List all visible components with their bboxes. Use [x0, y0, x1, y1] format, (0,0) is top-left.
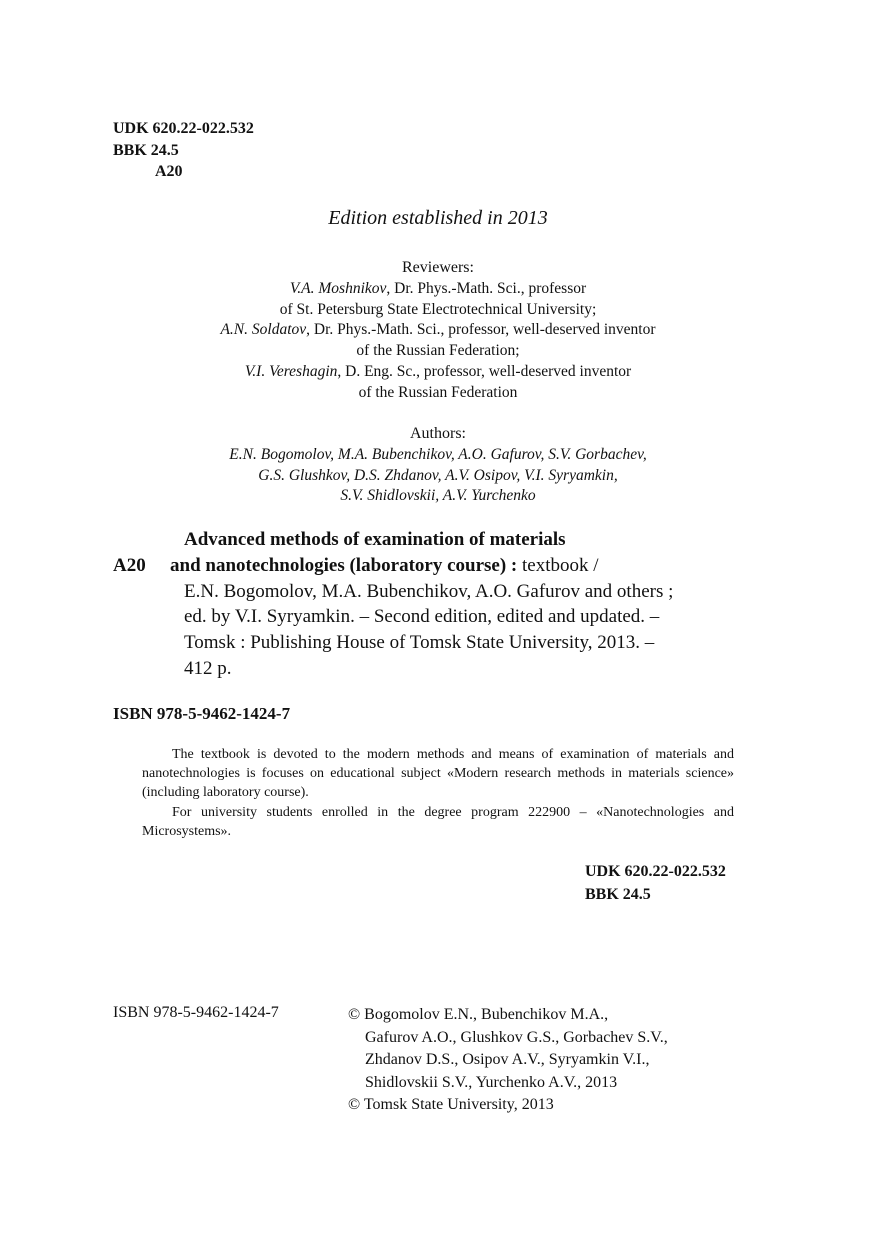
copyright-line-1: © Bogomolov E.N., Bubenchikov M.A.,: [348, 1006, 609, 1023]
isbn-heading: ISBN 978-5-9462-1424-7: [113, 704, 291, 723]
authors-heading: Authors:: [410, 425, 466, 442]
author-sign: A20: [155, 163, 183, 180]
classification-codes: [113, 118, 254, 183]
annotation: [142, 745, 734, 841]
reviewer-2: [120, 320, 756, 341]
bbk-code-bottom: BBK 24.5: [585, 886, 651, 903]
copyright-line-5: © Tomsk State University, 2013: [348, 1096, 554, 1113]
annotation-paragraph-2: For university students enrolled in the degree program 222900 – «Nanotechnologies and Microsystems».: [142, 804, 734, 839]
book-type: textbook /: [517, 554, 599, 576]
classification-codes-bottom: [585, 860, 726, 906]
bibliographic-code: A20: [113, 555, 146, 576]
reviewer-2-affiliation: of the Russian Federation;: [356, 342, 520, 360]
reviewer-3-affiliation: of the Russian Federation: [358, 383, 518, 401]
reviewer-2-title: , Dr. Phys.-Math. Sci., professor, well-deserved inventor: [306, 321, 656, 339]
isbn-footer: ISBN 978-5-9462-1424-7: [113, 1004, 279, 1021]
reviewer-3-title: , D. Eng. Sc., professor, well-deserved inventor: [337, 362, 632, 380]
reviewer-2-name: A.N. Soldatov: [220, 321, 307, 339]
annotation-paragraph-1: The textbook is devoted to the modern methods and means of examination of materials and nanotechnologies is focuses on educational subject «Modern research methods in materials science» (including laboratory course).: [142, 747, 734, 801]
authors-line-1: E.N. Bogomolov, M.A. Bubenchikov, A.O. Gafurov, S.V. Gorbachev,: [229, 445, 647, 463]
copyright-line-2: Gafurov A.O., Glushkov G.S., Gorbachev S.V.,: [365, 1028, 668, 1046]
book-title-line-2-row: [170, 553, 784, 579]
reviewer-3-name: V.I. Vereshagin: [244, 362, 338, 380]
authors-block: [120, 424, 756, 507]
authors-line-3: S.V. Shidlovskii, A.V. Yurchenko: [340, 487, 536, 505]
reviewer-1: [120, 279, 756, 300]
reviewers-heading: Reviewers:: [402, 259, 474, 276]
reviewer-1-affiliation: of St. Petersburg State Electrotechnical University;: [279, 300, 597, 318]
bibliographic-description: [170, 527, 784, 682]
bbk-code: BBK 24.5: [113, 141, 179, 159]
copyright-notice: [348, 1004, 668, 1117]
bib-line-5: Tomsk : Publishing House of Tomsk State University, 2013. –: [184, 632, 655, 654]
bib-line-6: 412 p.: [184, 657, 232, 679]
bib-line-3: E.N. Bogomolov, M.A. Bubenchikov, A.O. Gafurov and others ;: [184, 580, 674, 602]
copyright-line-4: Shidlovskii S.V., Yurchenko A.V., 2013: [365, 1073, 618, 1091]
reviewer-1-title: , Dr. Phys.-Math. Sci., professor: [386, 279, 587, 297]
udk-code-bottom: UDK 620.22-022.532: [585, 863, 726, 880]
bib-line-4: ed. by V.I. Syryamkin. – Second edition, edited and updated. –: [184, 606, 660, 628]
reviewer-1-name: V.A. Moshnikov: [289, 279, 387, 297]
book-title-line-1: Advanced methods of examination of materials: [184, 529, 566, 550]
copyright-line-3: Zhdanov D.S., Osipov A.V., Syryamkin V.I.,: [365, 1051, 650, 1068]
udk-code: UDK 620.22-022.532: [113, 120, 254, 137]
book-title-line-2: and nanotechnologies (laboratory course) :: [170, 554, 518, 576]
authors-line-2: G.S. Glushkov, D.S. Zhdanov, A.V. Osipov, V.I. Syryamkin,: [258, 466, 618, 484]
edition-note: Edition established in 2013: [328, 207, 548, 229]
reviewer-3: [120, 362, 756, 383]
reviewers-block: [120, 258, 756, 404]
